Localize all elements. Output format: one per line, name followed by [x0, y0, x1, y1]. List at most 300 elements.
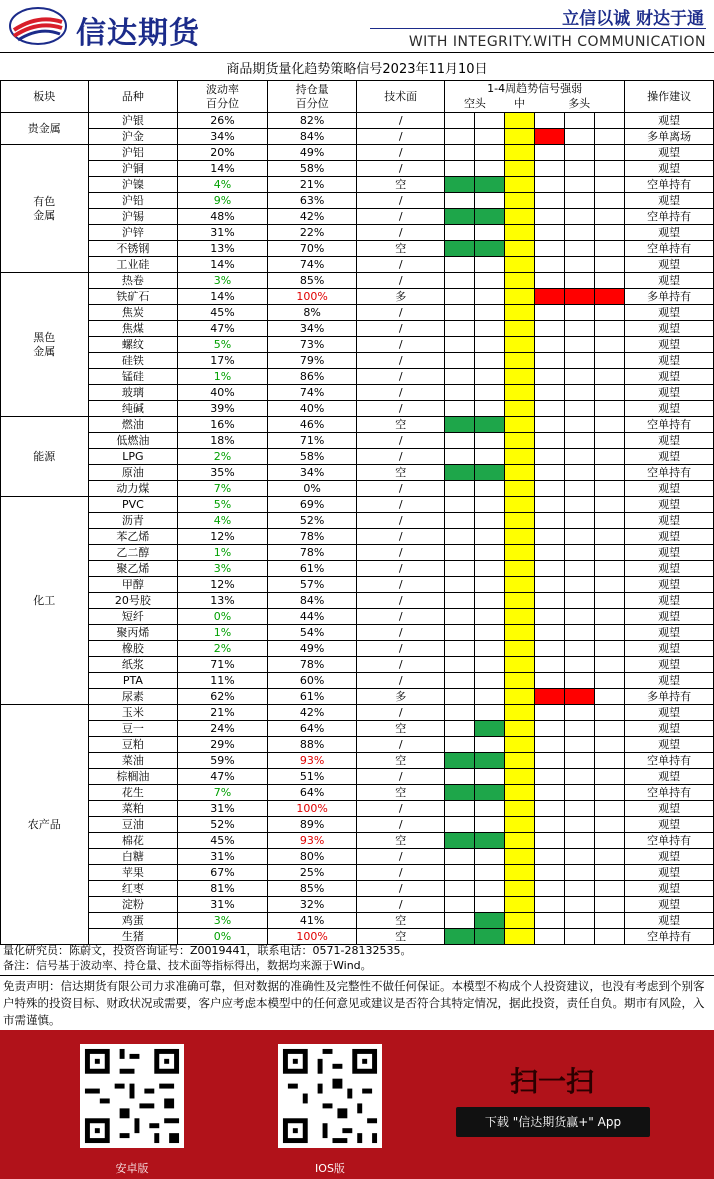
signal-cell: [505, 161, 534, 177]
ios-label: IOS版: [315, 1162, 345, 1175]
disclaimer: 免责声明：信达期货有限公司力求准确可靠，但对数据的准确性及完整性不做任何保证。本模型不构成个人投资建议，也没有考虑到个别客户特殊的投资目标、财政状况或需要，客户应考虑本模型中的任何意见或建议是否符合其特定情况，据此投资，责任自负。期市有风险，入市需谨慎。: [0, 975, 714, 1031]
signal-cell: [595, 209, 625, 225]
signal-cell: [595, 561, 625, 577]
advice-cell: 空单持有: [625, 833, 714, 849]
col-short: 空头: [444, 97, 504, 113]
signal-cell: [475, 817, 505, 833]
signal-cell: [505, 769, 534, 785]
col-signal: 1-4周趋势信号强弱: [444, 81, 624, 97]
advice-cell: 观望: [625, 769, 714, 785]
variety-cell: 白糖: [88, 849, 178, 865]
ios-qr-code-icon[interactable]: [278, 1044, 382, 1148]
signal-cell: [505, 529, 534, 545]
signal-cell: [595, 225, 625, 241]
table-row: [1, 449, 714, 465]
signal-cell: [475, 161, 505, 177]
advice-cell: 观望: [625, 641, 714, 657]
open-interest-cell: 78%: [267, 529, 357, 545]
signal-cell: [475, 145, 505, 161]
page-header: [0, 0, 714, 52]
signal-cell: [475, 833, 505, 849]
open-interest-cell: 100%: [267, 929, 357, 945]
technical-cell: /: [357, 353, 445, 369]
signal-cell: [505, 337, 534, 353]
sector-name: 贵金属: [27, 121, 61, 135]
signal-cell: [475, 337, 505, 353]
variety-cell: 焦炭: [88, 305, 178, 321]
sector-name: 金属: [33, 344, 56, 358]
advice-cell: 观望: [625, 513, 714, 529]
advice-cell: 观望: [625, 801, 714, 817]
signal-cell: [595, 401, 625, 417]
sector-name: 能源: [33, 449, 56, 463]
variety-cell: 菜油: [88, 753, 178, 769]
advice-cell: 观望: [625, 497, 714, 513]
signal-cell: [444, 577, 474, 593]
variety-cell: 苯乙烯: [88, 529, 178, 545]
technical-cell: 多: [357, 289, 445, 305]
signal-cell: [534, 689, 564, 705]
advice-cell: 观望: [625, 193, 714, 209]
signal-cell: [444, 657, 474, 673]
volatility-cell: 24%: [178, 721, 268, 737]
signal-cell: [475, 577, 505, 593]
signal-cell: [595, 577, 625, 593]
volatility-cell: 35%: [178, 465, 268, 481]
open-interest-cell: 73%: [267, 337, 357, 353]
technical-cell: /: [357, 641, 445, 657]
variety-cell: 沪锌: [88, 225, 178, 241]
signal-cell: [534, 225, 564, 241]
advice-cell: 空单持有: [625, 929, 714, 945]
open-interest-cell: 100%: [267, 801, 357, 817]
signal-cell: [444, 593, 474, 609]
signal-cell: [444, 481, 474, 497]
volatility-cell: 12%: [178, 577, 268, 593]
signal-cell: [595, 321, 625, 337]
signal-cell: [564, 641, 594, 657]
signal-cell: [564, 369, 594, 385]
signal-cell: [534, 129, 564, 145]
signal-cell: [534, 401, 564, 417]
volatility-cell: 59%: [178, 753, 268, 769]
table-row: [1, 161, 714, 177]
volatility-cell: 1%: [178, 625, 268, 641]
signal-cell: [444, 721, 474, 737]
signal-cell: [534, 929, 564, 945]
signal-cell: [564, 161, 594, 177]
signal-cell: [475, 209, 505, 225]
open-interest-cell: 40%: [267, 401, 357, 417]
technical-cell: 空: [357, 833, 445, 849]
signal-cell: [444, 913, 474, 929]
technical-cell: /: [357, 737, 445, 753]
signal-cell: [475, 305, 505, 321]
signal-cell: [475, 689, 505, 705]
advice-cell: 空单持有: [625, 209, 714, 225]
variety-cell: 玻璃: [88, 385, 178, 401]
variety-cell: 不锈钢: [88, 241, 178, 257]
open-interest-cell: 86%: [267, 369, 357, 385]
signal-cell: [444, 289, 474, 305]
sector-cell: [1, 113, 89, 145]
signal-cell: [475, 289, 505, 305]
download-app-button[interactable]: 下载 "信达期货赢+" App: [456, 1107, 650, 1137]
signal-cell: [564, 913, 594, 929]
advice-cell: 观望: [625, 865, 714, 881]
signal-cell: [475, 897, 505, 913]
advice-cell: 观望: [625, 385, 714, 401]
signal-cell: [475, 465, 505, 481]
variety-cell: 工业硅: [88, 257, 178, 273]
signal-cell: [595, 753, 625, 769]
signal-cell: [444, 401, 474, 417]
signal-cell: [444, 257, 474, 273]
variety-cell: 短纤: [88, 609, 178, 625]
open-interest-cell: 74%: [267, 257, 357, 273]
signal-cell: [475, 113, 505, 129]
signal-cell: [475, 705, 505, 721]
table-row: [1, 433, 714, 449]
technical-cell: /: [357, 497, 445, 513]
variety-cell: 燃油: [88, 417, 178, 433]
table-row: [1, 497, 714, 513]
signal-cell: [444, 785, 474, 801]
signal-cell: [564, 225, 594, 241]
volatility-cell: 2%: [178, 641, 268, 657]
signal-cell: [564, 481, 594, 497]
table-row: [1, 129, 714, 145]
open-interest-cell: 25%: [267, 865, 357, 881]
volatility-cell: 7%: [178, 785, 268, 801]
volatility-cell: 48%: [178, 209, 268, 225]
volatility-cell: 40%: [178, 385, 268, 401]
variety-cell: 沪锡: [88, 209, 178, 225]
signal-cell: [595, 337, 625, 353]
technical-cell: /: [357, 625, 445, 641]
advice-cell: 空单持有: [625, 785, 714, 801]
xinda-logo-icon: [8, 6, 68, 46]
signal-cell: [475, 545, 505, 561]
signal-cell: [595, 705, 625, 721]
technical-cell: /: [357, 161, 445, 177]
signal-cell: [444, 753, 474, 769]
table-row: [1, 625, 714, 641]
signal-cell: [595, 385, 625, 401]
table-row: [1, 769, 714, 785]
signal-cell: [564, 289, 594, 305]
open-interest-cell: 22%: [267, 225, 357, 241]
advice-cell: 观望: [625, 545, 714, 561]
header-rule: [0, 52, 714, 53]
signal-cell: [505, 273, 534, 289]
variety-cell: 聚丙烯: [88, 625, 178, 641]
variety-cell: 甲醇: [88, 577, 178, 593]
signal-cell: [595, 913, 625, 929]
volatility-cell: 29%: [178, 737, 268, 753]
signal-cell: [534, 593, 564, 609]
signal-cell: [595, 353, 625, 369]
signal-cell: [444, 529, 474, 545]
signal-cell: [534, 465, 564, 481]
table-row: [1, 241, 714, 257]
signal-cell: [595, 513, 625, 529]
open-interest-cell: 61%: [267, 561, 357, 577]
signal-cell: [475, 481, 505, 497]
table-row: [1, 609, 714, 625]
signal-cell: [444, 417, 474, 433]
col-volatility-line2: 百分位: [205, 96, 239, 110]
volatility-cell: 14%: [178, 257, 268, 273]
table-row: [1, 289, 714, 305]
technical-cell: /: [357, 305, 445, 321]
signal-cell: [595, 257, 625, 273]
signal-cell: [505, 897, 534, 913]
signal-cell: [444, 737, 474, 753]
signal-cell: [534, 577, 564, 593]
signal-cell: [534, 113, 564, 129]
volatility-cell: 31%: [178, 225, 268, 241]
signal-cell: [534, 881, 564, 897]
advice-cell: 观望: [625, 737, 714, 753]
advice-cell: 观望: [625, 913, 714, 929]
signal-cell: [564, 673, 594, 689]
signal-cell: [564, 273, 594, 289]
open-interest-cell: 89%: [267, 817, 357, 833]
table-row: [1, 673, 714, 689]
slogan-english: WITH INTEGRITY.WITH COMMUNICATION: [408, 34, 706, 50]
signal-cell: [475, 561, 505, 577]
signal-cell: [475, 177, 505, 193]
signal-cell: [595, 369, 625, 385]
signal-cell: [534, 913, 564, 929]
variety-cell: 原油: [88, 465, 178, 481]
open-interest-cell: 58%: [267, 449, 357, 465]
signal-cell: [444, 161, 474, 177]
technical-cell: /: [357, 545, 445, 561]
open-interest-cell: 84%: [267, 129, 357, 145]
sector-cell: [1, 417, 89, 497]
signal-cell: [475, 929, 505, 945]
signal-cell: [534, 705, 564, 721]
open-interest-cell: 64%: [267, 721, 357, 737]
advice-cell: 多单离场: [625, 129, 714, 145]
signal-cell: [534, 849, 564, 865]
variety-cell: 锰硅: [88, 369, 178, 385]
volatility-cell: 47%: [178, 321, 268, 337]
android-qr-code-icon[interactable]: [80, 1044, 184, 1148]
open-interest-cell: 88%: [267, 737, 357, 753]
signal-cell: [475, 641, 505, 657]
advice-cell: 观望: [625, 817, 714, 833]
technical-cell: 空: [357, 417, 445, 433]
open-interest-cell: 100%: [267, 289, 357, 305]
technical-cell: /: [357, 449, 445, 465]
signal-cell: [505, 193, 534, 209]
open-interest-cell: 85%: [267, 273, 357, 289]
table-row: [1, 833, 714, 849]
signal-cell: [475, 241, 505, 257]
table-row: [1, 785, 714, 801]
signal-cell: [534, 433, 564, 449]
variety-cell: 低燃油: [88, 433, 178, 449]
open-interest-cell: 57%: [267, 577, 357, 593]
signal-cell: [534, 769, 564, 785]
signal-cell: [505, 401, 534, 417]
signal-cell: [444, 865, 474, 881]
signal-cell: [475, 657, 505, 673]
signal-cell: [534, 353, 564, 369]
signal-cell: [444, 209, 474, 225]
signal-cell: [444, 129, 474, 145]
signal-cell: [534, 817, 564, 833]
signal-cell: [534, 801, 564, 817]
signal-table: [0, 80, 714, 945]
open-interest-cell: 32%: [267, 897, 357, 913]
signal-cell: [505, 753, 534, 769]
android-label: 安卓版: [115, 1162, 149, 1175]
signal-cell: [595, 625, 625, 641]
technical-cell: /: [357, 369, 445, 385]
table-row: [1, 369, 714, 385]
signal-cell: [475, 417, 505, 433]
signal-cell: [534, 481, 564, 497]
signal-cell: [444, 385, 474, 401]
variety-cell: 沪铝: [88, 145, 178, 161]
table-row: [1, 273, 714, 289]
advice-cell: 观望: [625, 625, 714, 641]
signal-cell: [444, 609, 474, 625]
signal-cell: [595, 273, 625, 289]
signal-cell: [505, 353, 534, 369]
open-interest-cell: 63%: [267, 193, 357, 209]
signal-cell: [564, 561, 594, 577]
signal-cell: [475, 801, 505, 817]
signal-cell: [564, 737, 594, 753]
advice-cell: 观望: [625, 849, 714, 865]
technical-cell: /: [357, 145, 445, 161]
signal-cell: [564, 657, 594, 673]
open-interest-cell: 42%: [267, 209, 357, 225]
signal-cell: [505, 833, 534, 849]
table-row: [1, 561, 714, 577]
table-row: [1, 545, 714, 561]
signal-cell: [564, 801, 594, 817]
table-row: [1, 177, 714, 193]
advice-cell: 观望: [625, 881, 714, 897]
signal-cell: [505, 689, 534, 705]
technical-cell: /: [357, 897, 445, 913]
signal-cell: [475, 609, 505, 625]
table-row: [1, 913, 714, 929]
signal-cell: [564, 529, 594, 545]
signal-cell: [595, 929, 625, 945]
volatility-cell: 71%: [178, 657, 268, 673]
open-interest-cell: 44%: [267, 609, 357, 625]
variety-cell: 红枣: [88, 881, 178, 897]
signal-cell: [505, 673, 534, 689]
signal-cell: [475, 529, 505, 545]
variety-cell: 沥青: [88, 513, 178, 529]
open-interest-cell: 60%: [267, 673, 357, 689]
table-row: [1, 817, 714, 833]
signal-cell: [444, 705, 474, 721]
variety-cell: 花生: [88, 785, 178, 801]
signal-cell: [564, 705, 594, 721]
signal-cell: [534, 385, 564, 401]
open-interest-cell: 41%: [267, 913, 357, 929]
signal-cell: [564, 769, 594, 785]
open-interest-cell: 69%: [267, 497, 357, 513]
advice-cell: 观望: [625, 449, 714, 465]
signal-cell: [505, 497, 534, 513]
signal-cell: [475, 193, 505, 209]
signal-cell: [595, 193, 625, 209]
signal-cell: [505, 577, 534, 593]
signal-cell: [444, 449, 474, 465]
signal-cell: [564, 881, 594, 897]
sector-cell: [1, 145, 89, 273]
page-title: 商品期货量化趋势策略信号2023年11月10日: [226, 62, 488, 77]
open-interest-cell: 78%: [267, 545, 357, 561]
signal-cell: [475, 865, 505, 881]
signal-cell: [444, 273, 474, 289]
technical-cell: /: [357, 209, 445, 225]
signal-cell: [444, 929, 474, 945]
signal-cell: [444, 177, 474, 193]
signal-cell: [534, 625, 564, 641]
table-row: [1, 929, 714, 945]
table-row: [1, 513, 714, 529]
signal-cell: [595, 849, 625, 865]
technical-cell: /: [357, 801, 445, 817]
signal-cell: [595, 449, 625, 465]
signal-cell: [564, 897, 594, 913]
signal-cell: [595, 497, 625, 513]
variety-cell: 热卷: [88, 273, 178, 289]
variety-cell: 生猪: [88, 929, 178, 945]
table-row: [1, 209, 714, 225]
signal-cell: [564, 817, 594, 833]
notes-remark: 备注：信号基于波动率、持仓量、技术面等指标得出，数据均来源于Wind。: [3, 959, 372, 972]
sector-name: 有色: [33, 194, 56, 208]
technical-cell: 空: [357, 913, 445, 929]
open-interest-cell: 58%: [267, 161, 357, 177]
signal-cell: [475, 785, 505, 801]
table-row: [1, 641, 714, 657]
open-interest-cell: 0%: [267, 481, 357, 497]
technical-cell: /: [357, 657, 445, 673]
signal-cell: [595, 801, 625, 817]
volatility-cell: 31%: [178, 849, 268, 865]
table-row: [1, 257, 714, 273]
signal-cell: [534, 321, 564, 337]
signal-cell: [564, 145, 594, 161]
technical-cell: 空: [357, 753, 445, 769]
signal-cell: [564, 209, 594, 225]
signal-cell: [475, 369, 505, 385]
signal-cell: [475, 625, 505, 641]
variety-cell: 尿素: [88, 689, 178, 705]
signal-cell: [595, 785, 625, 801]
advice-cell: 空单持有: [625, 241, 714, 257]
signal-cell: [505, 609, 534, 625]
volatility-cell: 14%: [178, 161, 268, 177]
table-row: [1, 353, 714, 369]
signal-cell: [534, 529, 564, 545]
technical-cell: /: [357, 865, 445, 881]
technical-cell: /: [357, 577, 445, 593]
